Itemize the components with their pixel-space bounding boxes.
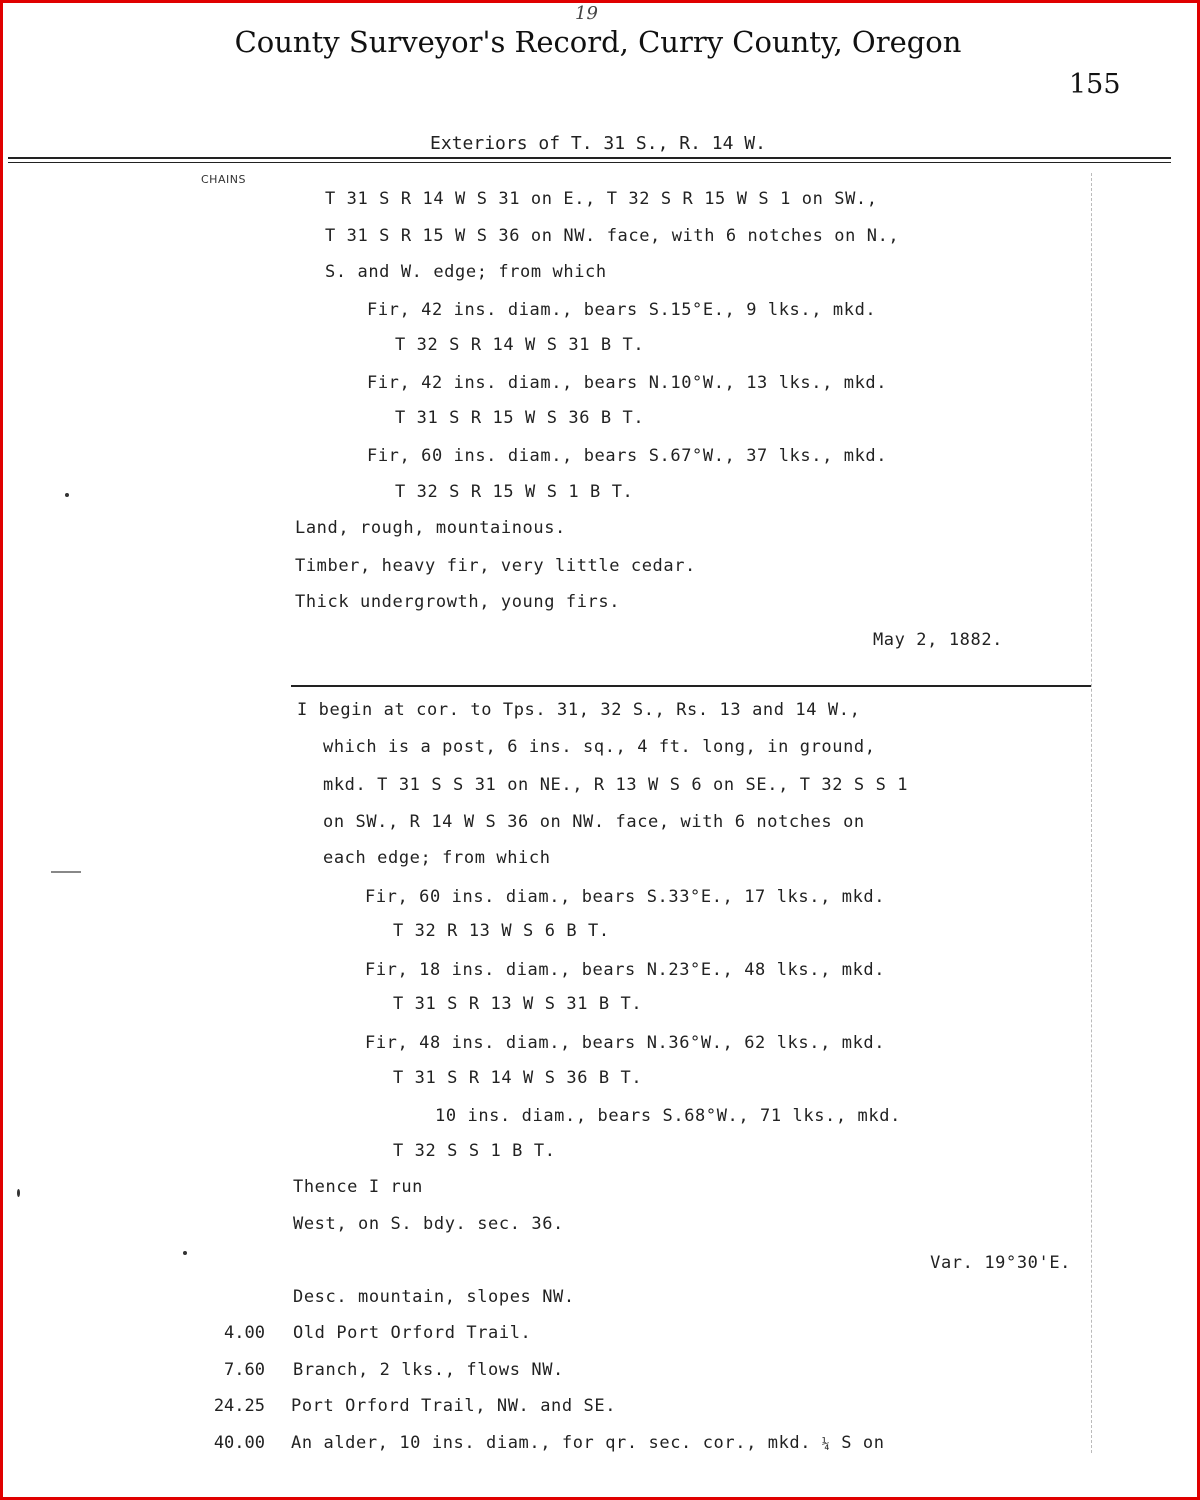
bearing-tree-mark: T 31 S R 15 W S 36 B T. (395, 408, 645, 428)
record-line: I begin at cor. to Tps. 31, 32 S., Rs. 13 and 14 W., (297, 700, 861, 720)
header-rule (8, 157, 1171, 159)
terrain-description: Desc. mountain, slopes NW. (293, 1287, 575, 1307)
page-title: County Surveyor's Record, Curry County, Oregon (234, 25, 962, 59)
section-divider (291, 685, 1091, 687)
scan-speck (51, 871, 81, 873)
bearing-tree-line: Fir, 60 ins. diam., bears S.67°W., 37 lks., mkd. (367, 446, 888, 466)
bearing-tree-mark: T 32 S R 15 W S 1 B T. (395, 482, 634, 502)
bearing-tree-mark: T 32 R 13 W S 6 B T. (393, 921, 610, 941)
bearing-tree-mark: T 32 S R 14 W S 31 B T. (395, 335, 645, 355)
chain-entry-text: Old Port Orford Trail. (293, 1323, 532, 1343)
course-line: West, on S. bdy. sec. 36. (293, 1214, 564, 1234)
bearing-tree-mark: T 31 S R 14 W S 36 B T. (393, 1068, 643, 1088)
chain-entry-text: Port Orford Trail, NW. and SE. (291, 1396, 617, 1416)
thence-line: Thence I run (293, 1177, 424, 1197)
bearing-tree-line: Fir, 48 ins. diam., bears N.36°W., 62 lks., mkd. (365, 1033, 886, 1053)
bearing-tree-mark: T 32 S S 1 B T. (393, 1141, 556, 1161)
record-line: S. and W. edge; from which (325, 262, 607, 282)
bearing-tree-line: Fir, 42 ins. diam., bears N.10°W., 13 lks., mkd. (367, 373, 888, 393)
page-number: 155 (1069, 69, 1121, 100)
bearing-tree-line: 10 ins. diam., bears S.68°W., 71 lks., mkd. (435, 1106, 901, 1126)
scan-speck (183, 1251, 187, 1255)
record-line: on SW., R 14 W S 36 on NW. face, with 6 notches on (323, 812, 865, 832)
variation-note: Var. 19°30'E. (930, 1253, 1071, 1273)
chain-distance: 4.00 (224, 1323, 265, 1343)
record-line: mkd. T 31 S S 31 on NE., R 13 W S 6 on SE., T 32 S S 1 (323, 775, 909, 795)
header-rule-thin (8, 162, 1171, 163)
bearing-tree-line: Fir, 18 ins. diam., bears N.23°E., 48 lks., mkd. (365, 960, 886, 980)
chain-distance: 7.60 (224, 1360, 265, 1380)
scan-speck (65, 493, 69, 497)
bearing-tree-line: Fir, 42 ins. diam., bears S.15°E., 9 lks., mkd. (367, 300, 877, 320)
chain-entry-text: Branch, 2 lks., flows NW. (293, 1360, 564, 1380)
right-margin-line (1091, 173, 1092, 1453)
chain-entry-text: An alder, 10 ins. diam., for qr. sec. cor., mkd. ¼ S on (291, 1433, 885, 1453)
bearing-tree-mark: T 31 S R 13 W S 31 B T. (393, 994, 643, 1014)
section-subtitle: Exteriors of T. 31 S., R. 14 W. (430, 133, 766, 154)
record-line: T 31 S R 14 W S 31 on E., T 32 S R 15 W S 1 on SW., (325, 189, 878, 209)
chain-distance: 40.00 (213, 1433, 265, 1453)
timber-description: Timber, heavy fir, very little cedar. (295, 556, 696, 576)
scan-speck (17, 1189, 20, 1197)
handwritten-page-mark: 19 (575, 3, 598, 24)
land-description: Land, rough, mountainous. (295, 518, 566, 538)
record-line: each edge; from which (323, 848, 551, 868)
bearing-tree-line: Fir, 60 ins. diam., bears S.33°E., 17 lks., mkd. (365, 887, 886, 907)
chains-column-label: CHAINS (201, 173, 246, 186)
record-line: T 31 S R 15 W S 36 on NW. face, with 6 notches on N., (325, 226, 900, 246)
record-date: May 2, 1882. (872, 630, 1003, 650)
undergrowth-description: Thick undergrowth, young firs. (295, 592, 621, 612)
chain-distance: 24.25 (213, 1396, 265, 1416)
record-line: which is a post, 6 ins. sq., 4 ft. long, in ground, (323, 737, 876, 757)
